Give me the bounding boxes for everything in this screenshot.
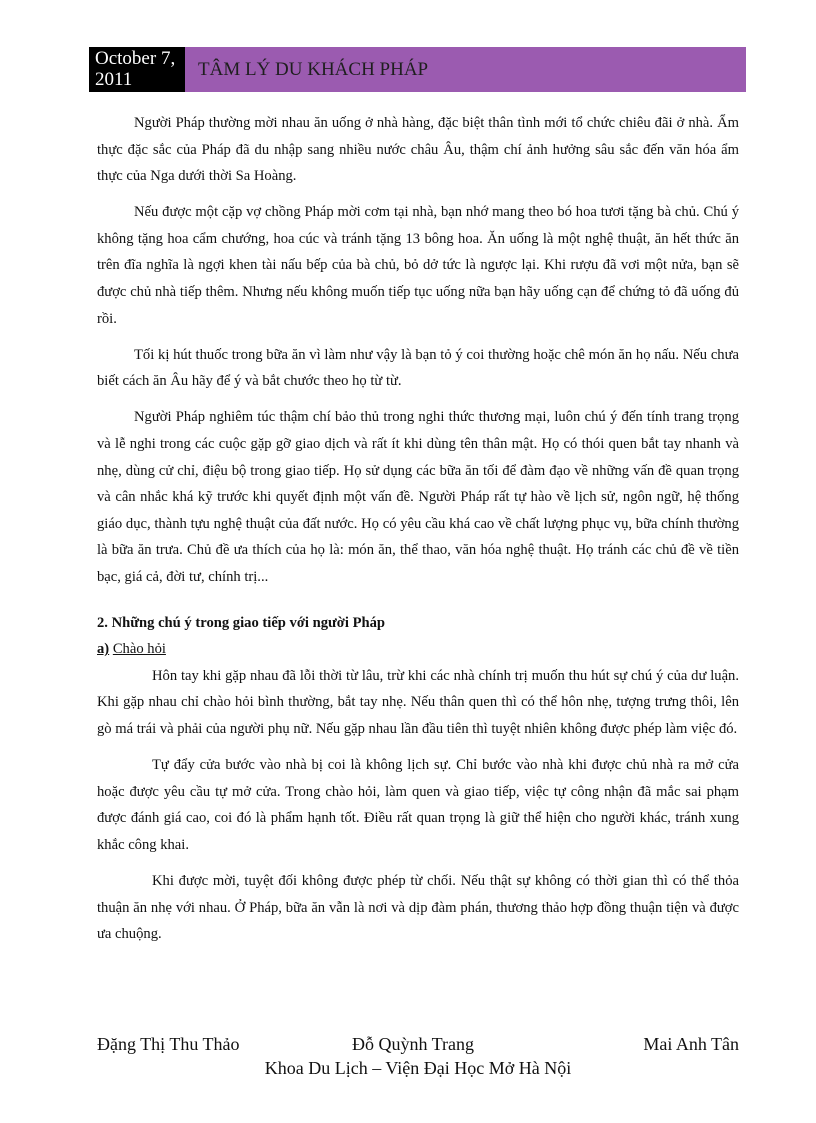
document-body: [97, 110, 739, 957]
institution-name: Khoa Du Lịch – Viện Đại Học Mở Hà Nội: [264, 1058, 572, 1078]
author-row: [97, 1032, 739, 1056]
intro-paragraph-4: Người Pháp nghiêm túc thậm chí bảo thủ trong nghi thức thương mại, luôn chú ý đến tính trang trọng và lễ nghi trong các cuộc gặp gỡ giao dịch và rất ít khi dùng tên thân mật. Họ có thói quen bắt tay nhanh và nhẹ, dùng cử chỉ, điệu bộ trong giao tiếp. Họ sử dụng các bữa ăn tối để đàm đạo về những vấn đề quan trọng và cân nhắc khá kỹ trước khi quyết định một vấn đề. Người Pháp rất tự hào về lịch sử, ngôn ngữ, hệ thống giáo dục, thành tựu nghệ thuật của đất nước. Họ có yêu cầu khá cao về chất lượng phục vụ, bữa chính thường là bữa ăn trưa. Chủ đề ưa thích của họ là: món ăn, thể thao, văn hóa nghệ thuật. Họ tránh các chủ đề về tiền bạc, giá cả, đời tư, chính trị...: [97, 409, 739, 585]
intro-paragraph-1: Người Pháp thường mời nhau ăn uống ở nhà hàng, đặc biệt thân tình mới tổ chức chiêu đãi ở nhà. Ẩm thực đặc sắc của Pháp đã du nhập sang nhiều nước châu Âu, thậm chí ảnh hưởng sâu sắc đến văn hóa ẩm thực của Nga dưới thời Sa Hoàng.: [97, 115, 739, 185]
header-date: October 7, 2011: [89, 47, 185, 92]
author-name: Mai Anh Tân: [643, 1034, 739, 1054]
author-name: Đặng Thị Thu Thảo: [97, 1034, 240, 1054]
subsection-title: Chào hỏi: [112, 641, 166, 658]
intro-paragraph-3: Tối kị hút thuốc trong bữa ăn vì làm như vậy là bạn tỏ ý coi thường hoặc chê món ăn họ nấu. Nếu chưa biết cách ăn Âu hãy để ý và bắt chước theo họ từ từ.: [97, 346, 739, 390]
page-header: [89, 47, 746, 92]
subsection-heading: [97, 636, 739, 663]
page-footer: [97, 1032, 739, 1078]
section-paragraph-1: Hôn tay khi gặp nhau đã lỗi thời từ lâu, trừ khi các nhà chính trị muốn thu hút sự chú ý của dư luận. Khi gặp nhau chỉ chào hỏi bình thường, bắt tay nhẹ. Nếu thân quen thì có thể hôn nhẹ, tượng trưng thôi, lên gò má trái và phải của người phụ nữ. Nếu gặp nhau lần đầu tiên thì tuyệt nhiên không được phép làm việc đó.: [97, 667, 739, 737]
section-heading: 2. Những chú ý trong giao tiếp với người Pháp: [97, 614, 386, 631]
section-paragraph-3: Khi được mời, tuyệt đối không được phép từ chối. Nếu thật sự không có thời gian thì có thể thỏa thuận ăn nhẹ với nhau. Ở Pháp, bữa ăn vẫn là nơi và dịp đàm phán, thương thảo hợp đồng thuận tiện và được ưa chuộng.: [97, 872, 739, 943]
intro-paragraph-2: Nếu được một cặp vợ chồng Pháp mời cơm tại nhà, bạn nhớ mang theo bó hoa tươi tặng bà chủ. Chú ý không tặng hoa cẩm chướng, hoa cúc và tránh tặng 13 bông hoa. Ăn uống là một nghệ thuật, ăn hết thức ăn trên đĩa nghĩa là ngợi khen tài nấu bếp của bà chủ, bỏ dở tức là ngược lại. Khi rượu đã vơi một nửa, bạn sẽ được chủ nhà tiếp thêm. Nhưng nếu không muốn tiếp tục uống nữa bạn hãy uống cạn để chứng tỏ đã uống đủ rồi.: [97, 204, 739, 327]
subsection-letter: a): [97, 641, 110, 658]
header-title: TÂM LÝ DU KHÁCH PHÁP: [185, 47, 746, 92]
author-name: Đỗ Quỳnh Trang: [352, 1034, 475, 1054]
section-paragraph-2: Tự đẩy cửa bước vào nhà bị coi là không lịch sự. Chỉ bước vào nhà khi được chủ nhà ra mở cửa hoặc được yêu cầu tự mở cửa. Trong chào hỏi, làm quen và giao tiếp, việc tự công nhận đã mắc sai phạm được đánh giá cao, coi đó là phẩm hạnh tốt. Điều rất quan trọng là giữ thể hiện cho người khác, tránh xung khắc công khai.: [97, 757, 739, 853]
